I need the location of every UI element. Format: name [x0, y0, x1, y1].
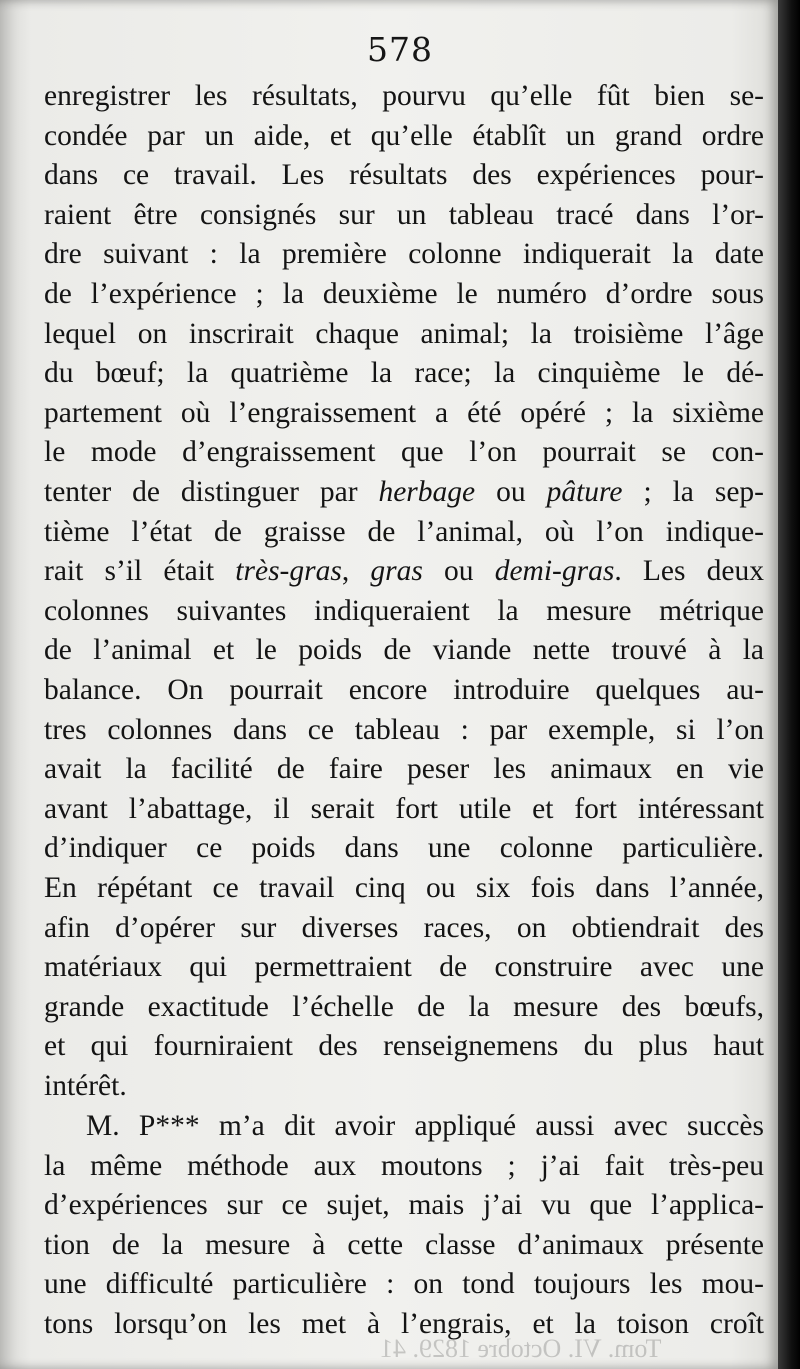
text-segment: ; la sep-	[622, 476, 764, 508]
text-line	[44, 274, 764, 314]
text-segment: ou	[475, 476, 547, 508]
text-line	[44, 551, 764, 591]
text-segment: avait la facilité de faire peser les animaux en vie	[44, 753, 764, 786]
text-segment: raient être consignés sur un tableau tracé dans l’or-	[44, 198, 764, 231]
text-segment: ,	[341, 555, 371, 588]
text-segment: M. P*** m’a dit avoir appliqué aussi avec succès	[86, 1110, 764, 1142]
text-segment: ou	[422, 555, 495, 588]
text-segment: dre suivant : la première colonne indiquerait la date	[44, 238, 764, 271]
text-line	[44, 314, 764, 354]
text-segment: rait s’il était	[44, 555, 236, 588]
text-line	[44, 670, 764, 710]
text-segment: colonnes suivantes indiqueraient la mesure métrique	[44, 594, 764, 627]
text-segment: tons lorsqu’on les met à l’engrais, et la toison croît	[44, 1308, 764, 1340]
text-line	[44, 195, 764, 235]
text-segment: balance. On pourrait encore introduire quelques au-	[44, 674, 764, 706]
text-line	[44, 1066, 764, 1106]
text-segment: . Les deux	[614, 555, 764, 588]
text-segment: matériaux qui permettraient de construire avec une	[44, 951, 764, 984]
text-segment: du bœuf; la quatrième la race; la cinquième le dé-	[44, 357, 764, 390]
text-segment: intérêt.	[44, 1070, 127, 1102]
text-segment: et qui fourniraient des renseignemens du plus haut	[44, 1030, 764, 1063]
text-line	[44, 749, 764, 789]
text-segment: tres colonnes dans ce tableau : par exemple, si l’on	[44, 713, 764, 746]
text-segment: une difficulté particulière : on tond toujours les mou-	[44, 1268, 764, 1301]
bleed-through-footer: Tom. VI. Octobre 1829. 41	[380, 1334, 662, 1363]
text-segment: enregistrer les résultats, pourvu qu’elle fût bien se-	[44, 80, 764, 112]
text-segment: gras	[370, 555, 423, 588]
text-line	[44, 393, 764, 433]
text-segment: le mode d’engraissement que l’on pourrait se con-	[44, 436, 764, 469]
text-line	[44, 1264, 764, 1304]
text-line	[44, 591, 764, 631]
text-segment: demi-gras	[494, 555, 615, 588]
text-segment: la même méthode aux moutons ; j’ai fait très-peu	[44, 1149, 764, 1182]
text-line	[44, 76, 764, 116]
text-line	[44, 947, 764, 987]
text-line	[44, 1146, 764, 1186]
text-line	[44, 987, 764, 1027]
text-segment: tion de la mesure à cette classe d’animaux présente	[44, 1228, 764, 1261]
text-segment: de l’animal et le poids de viande nette trouvé à la	[44, 634, 764, 667]
text-segment: lequel on inscrirait chaque animal; la troisième l’âge	[44, 317, 764, 350]
text-line	[44, 710, 764, 750]
text-segment: En répétant ce travail cinq ou six fois dans l’année,	[44, 872, 764, 904]
text-line	[44, 908, 764, 948]
text-line	[44, 1026, 764, 1066]
text-segment: d’expériences sur ce sujet, mais j’ai vu que l’applica-	[44, 1189, 764, 1222]
text-line	[44, 234, 764, 274]
text-line	[44, 432, 764, 472]
text-segment: dans ce travail. Les résultats des expériences pour-	[44, 159, 764, 192]
text-segment: partement où l’engraissement a été opéré ; la sixième	[44, 396, 764, 429]
text-segment: très-gras	[235, 555, 342, 588]
text-segment: afin d’opérer sur diverses races, on obtiendrait des	[44, 911, 764, 944]
text-segment: de l’expérience ; la deuxième le numéro d’ordre sous	[44, 278, 764, 310]
text-segment: herbage	[378, 476, 476, 508]
text-line	[44, 116, 764, 156]
text-segment: condée par un aide, et qu’elle établît un grand ordre	[44, 119, 764, 152]
page-number: 578	[367, 30, 433, 69]
text-line	[44, 828, 764, 868]
text-line	[44, 353, 764, 393]
text-line	[44, 789, 764, 829]
text-line	[44, 1225, 764, 1265]
text-segment: avant l’abattage, il serait fort utile et fort intéressant	[44, 792, 764, 825]
text-segment: tième l’état de graisse de l’animal, où l’on indique-	[44, 515, 764, 548]
text-line	[44, 630, 764, 670]
text-line	[44, 1106, 764, 1146]
book-spine	[778, 0, 800, 1369]
text-segment: tenter de distinguer par	[44, 476, 379, 508]
text-segment: pâture	[546, 476, 623, 508]
text-segment: d’indiquer ce poids dans une colonne particulière.	[44, 832, 764, 865]
text-line	[44, 868, 764, 908]
text-line	[44, 472, 764, 512]
text-line	[44, 1185, 764, 1225]
text-line	[44, 155, 764, 195]
text-segment: grande exactitude l’échelle de la mesure des bœufs,	[44, 990, 764, 1023]
text-line	[44, 512, 764, 552]
